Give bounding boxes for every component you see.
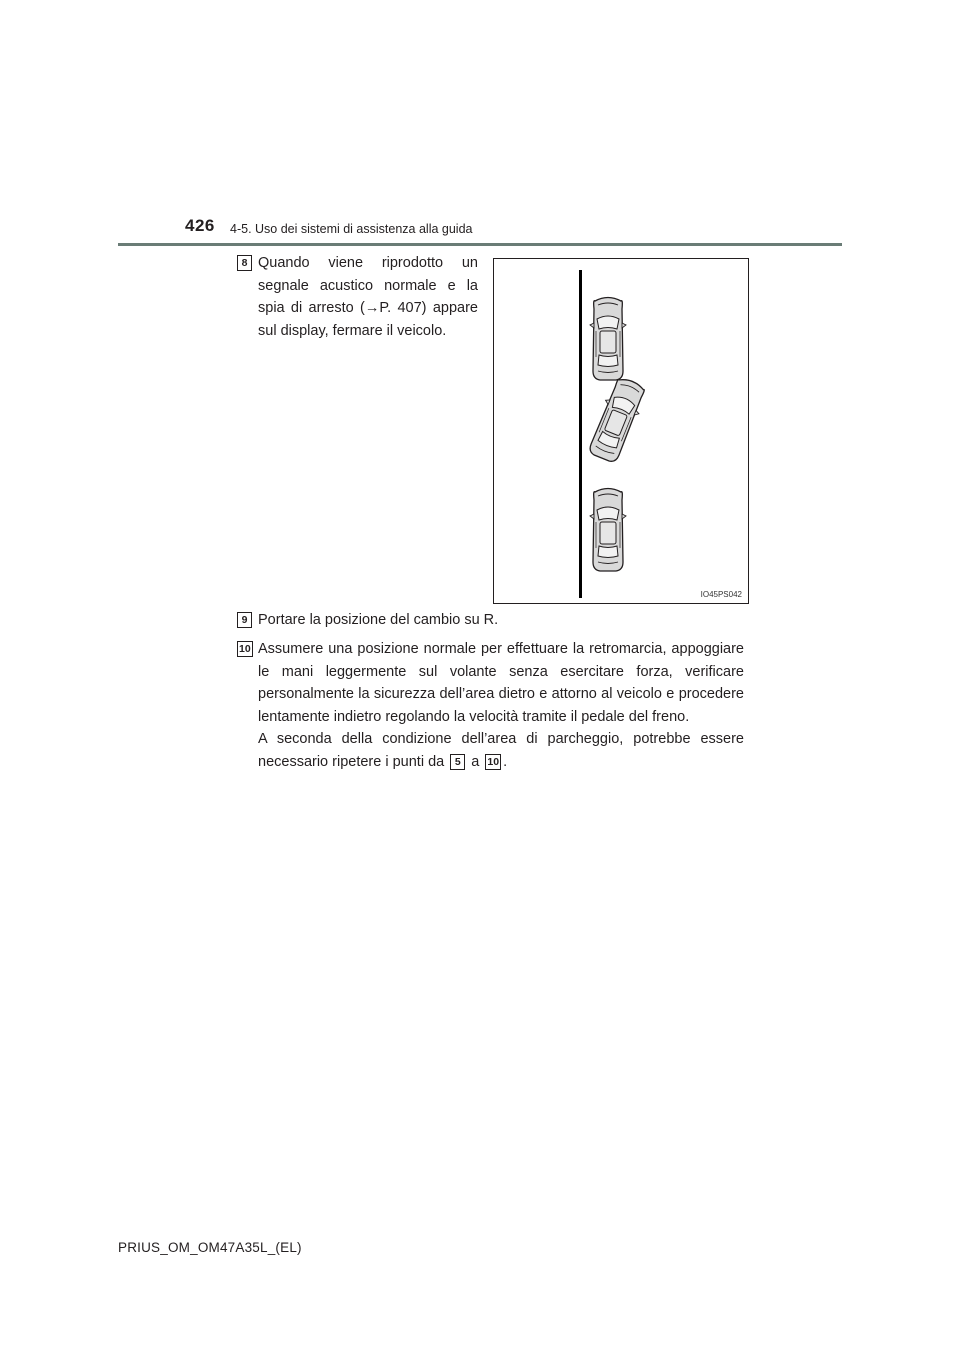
step-10-text: Assumere una posizione normale per effettuare la retromarcia, appoggiare le mani leggermente sul volante senza esercitare forza, verificare personalmente la sicurezza dell’area dietro e attorno al veicolo e procedere lentamente indietro regolando la velocità tramite il pedale del freno. bbox=[258, 641, 744, 725]
step-10-note bbox=[258, 728, 744, 773]
parking-diagram-drawing bbox=[494, 259, 750, 605]
step-badge-10: 10 bbox=[239, 643, 251, 655]
parking-diagram bbox=[493, 258, 749, 604]
step-8-text: Quando viene riprodotto un segnale acustico normale e la spia di arresto (→P. 407) appare sul display, fermare il veicolo. bbox=[258, 255, 478, 339]
figure-code: IO45PS042 bbox=[700, 590, 742, 599]
parked-car-rear bbox=[590, 489, 626, 572]
maneuvering-car bbox=[585, 375, 649, 465]
step-badge-9: 9 bbox=[237, 612, 252, 628]
section-title: 4-5. Uso dei sistemi di assistenza alla guida bbox=[230, 222, 473, 236]
step-ref-10: 10 bbox=[487, 755, 500, 768]
step-badge-8: 8 bbox=[237, 255, 252, 271]
parked-car-front bbox=[590, 298, 626, 381]
step-9-text: Portare la posizione del cambio su R. bbox=[258, 612, 499, 628]
step-10-note-suffix: . bbox=[503, 753, 508, 770]
step-ref-5: 5 bbox=[450, 754, 465, 770]
curb-line bbox=[579, 270, 582, 598]
page-number: 426 bbox=[185, 216, 215, 235]
document-code: PRIUS_OM_OM47A35L_(EL) bbox=[118, 1240, 302, 1255]
header-rule bbox=[118, 243, 842, 246]
step-10-note-prefix: A seconda della condizione dell’area di parcheggio, potrebbe essere necessario ripetere i punti da bbox=[258, 731, 744, 770]
step-10-block bbox=[258, 638, 744, 773]
step-10-note-middle: a bbox=[471, 753, 480, 770]
